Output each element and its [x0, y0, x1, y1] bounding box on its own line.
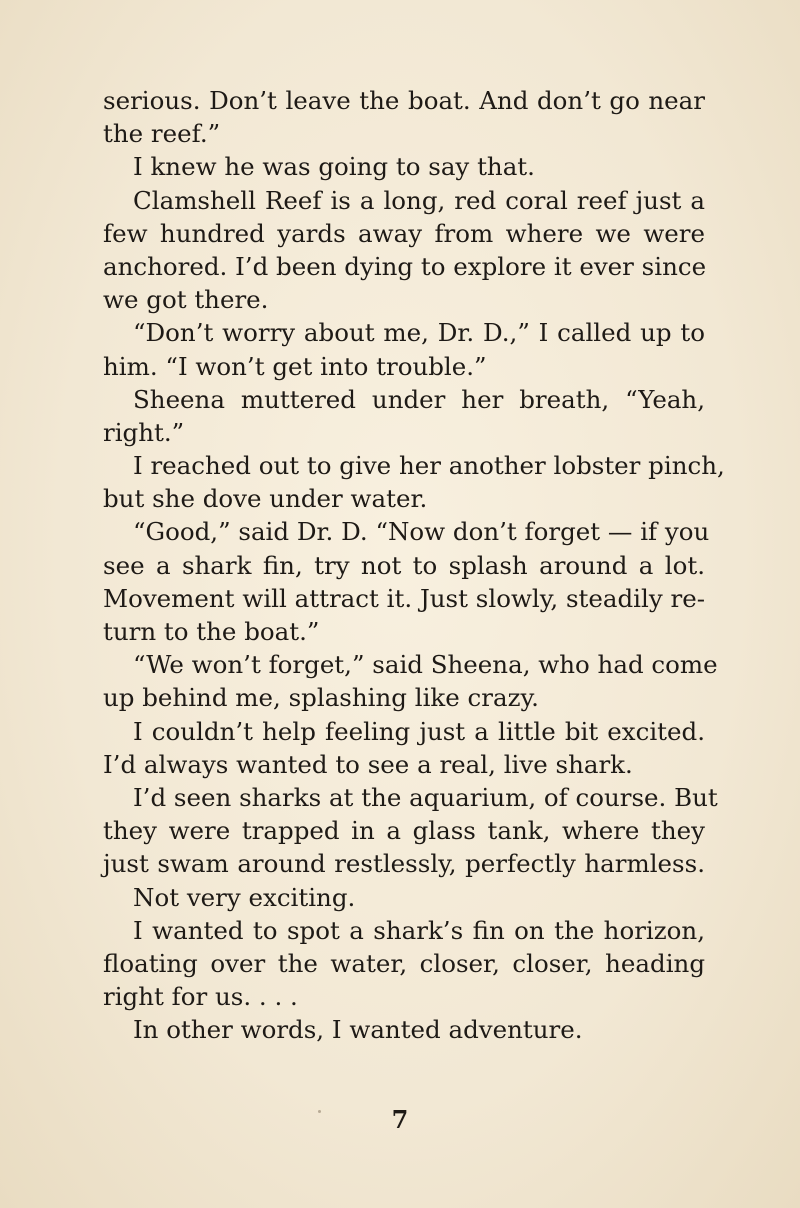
text-line: Movement will attract it. Just slowly, steadily re-: [103, 583, 705, 613]
paper-speck: [318, 1110, 321, 1113]
text-line: anchored. I’d been dying to explore it ever since: [103, 251, 707, 281]
text-line: I reached out to give her another lobster pinch,: [133, 451, 725, 481]
text-line: right.”: [103, 417, 185, 447]
text-line: floating over the water, closer, closer, heading: [103, 948, 705, 978]
text-line: I’d always wanted to see a real, live shark.: [103, 749, 633, 779]
text-line: we got there.: [103, 285, 269, 315]
text-line: serious. Don’t leave the boat. And don’t go near: [103, 86, 705, 115]
page-number: 7: [391, 1105, 409, 1134]
text-line: right for us. . . .: [103, 982, 298, 1012]
text-line: they were trapped in a glass tank, where they: [103, 816, 705, 846]
text-line: “Don’t worry about me, Dr. D.,” I called up to: [133, 318, 705, 348]
body-text: [103, 84, 725, 1046]
text-line: I couldn’t help feeling just a little bit excited.: [133, 716, 705, 746]
text-line: “Good,” said Dr. D. “Now don’t forget — if you: [133, 517, 710, 547]
text-line: Sheena muttered under her breath, “Yeah,: [133, 384, 705, 414]
text-line: few hundred yards away from where we were: [103, 218, 705, 248]
text-line: Not very exciting.: [133, 882, 356, 912]
text-line: In other words, I wanted adventure.: [133, 1015, 583, 1045]
text-line: I knew he was going to say that.: [133, 152, 535, 182]
text-line: up behind me, splashing like crazy.: [103, 683, 539, 713]
text-line: I wanted to spot a shark’s fin on the horizon,: [133, 915, 705, 945]
text-line: him. “I won’t get into trouble.”: [103, 351, 487, 381]
text-line: just swam around restlessly, perfectly harmless.: [103, 849, 705, 879]
text-line: I’d seen sharks at the aquarium, of course. But: [133, 782, 718, 812]
text-line: turn to the boat.”: [103, 617, 320, 646]
text-line: “We won’t forget,” said Sheena, who had come: [133, 650, 718, 680]
text-line: the reef.”: [103, 119, 221, 149]
text-line: see a shark fin, try not to splash around a lot.: [103, 550, 705, 580]
text-line: but she dove under water.: [103, 484, 428, 514]
text-line: Clamshell Reef is a long, red coral reef just a: [133, 185, 705, 215]
